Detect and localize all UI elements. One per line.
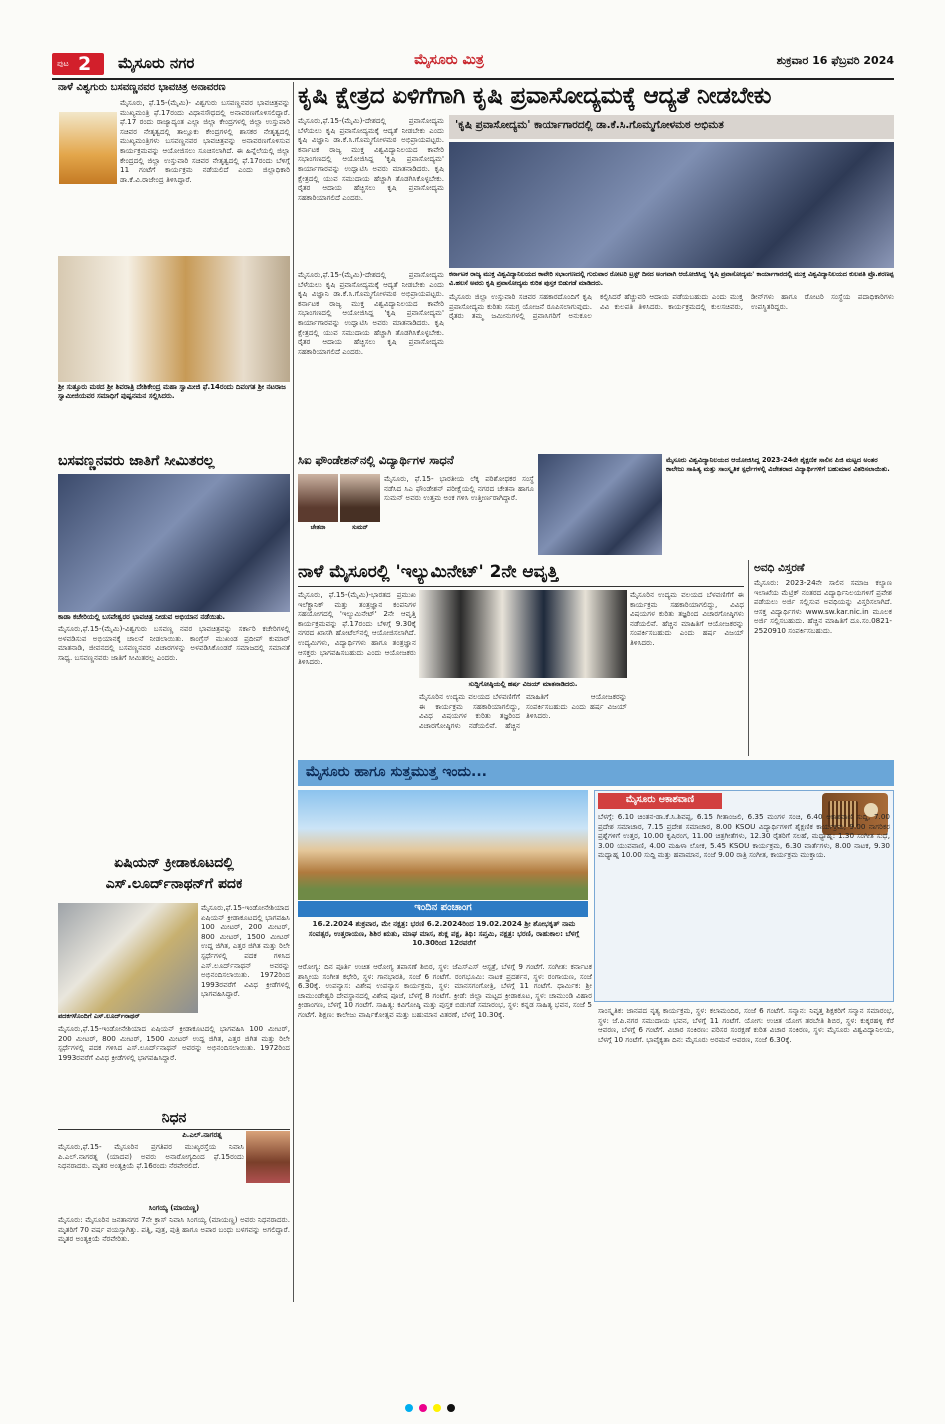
events-listing-right: ಸಾಂಸ್ಕೃತಿಕ: ಜಾನಪದ ನೃತ್ಯ ಕಾರ್ಯಕ್ರಮ, ಸ್ಥಳ: ಕಲಾಮಂದಿರ, ಸಂಜೆ 6 ಗಂಟೆಗೆ. ಸನ್ಮಾನ: ನಿವೃತ್ತ ಶಿಕ್ಷಕರಿಗೆ ಸನ್ಮಾನ ಸಮಾರಂಭ, ಸ್ಥಳ: ಜೆ.ಪಿ.ನಗರ ಸಮುದಾಯ ಭವನ, ಬೆಳಗ್ಗೆ 11 ಗಂಟೆಗೆ. ಯೋಗ: ಉಚಿತ ಯೋಗ ತರಬೇತಿ ಶಿಬಿರ, ಸ್ಥಳ: ಕುಕ್ಕರಹಳ್ಳಿ ಕೆರೆ ಆವರಣ, ಬೆಳಗ್ಗೆ 6 ಗಂಟೆಗೆ. ವಿಚಾರ ಸಂಕಿರಣ: ಪರಿಸರ ಸಂರಕ್ಷಣೆ ಕುರಿತ ವಿಚಾರ ಸಂಕಿರಣ, ಸ್ಥಳ: ಮೈಸೂರು ವಿಶ್ವವಿದ್ಯಾನಿಲಯ, ಬೆಳಗ್ಗೆ 10 ಗಂಟೆಗೆ. ಭಾವೈಕ್ಯತಾ ದಿನ: ಮೈಸೂರು ಅರಮನೆ ಆವರಣ, ಸಂಜೆ 6.30ಕ್ಕೆ. (598, 1006, 894, 1044)
today-headline: ಮೈಸೂರು ಹಾಗೂ ಸುತ್ತಮುತ್ತ ಇಂದು... (306, 764, 487, 780)
panchanga-body: 16.2.2024 ಶುಕ್ರವಾರ, ಮೇ ನಕ್ಷತ್ರ: ಭರಣಿ 6.2.2024ರಿಂದ 19.02.2024 ಶ್ರೀ ಶೋಭಕೃತ್ ನಾಮ ಸಂವತ್ಸರ, ಉತ್ತರಾಯಣ, ಶಿಶಿರ ಋತು, ಮಾಘ ಮಾಸ, ಶುಕ್ಲ ಪಕ್ಷ, ತಿಥಿ: ಸಪ್ತಮಿ, ನಕ್ಷತ್ರ: ಭರಣಿ, ರಾಹುಕಾಲ: ಬೆಳಗ್ಗೆ 10.30ರಿಂದ 12ರವರೆಗೆ (308, 919, 580, 948)
student1-name: ಚೇತನಾ (310, 524, 326, 531)
obituary1-name: ಪಿ.ಎಲ್.ನಾಗರತ್ನ (182, 1131, 222, 1139)
events-listing: ಆರೋಗ್ಯ: ದಿನ ಪೂರ್ತಿ ಉಚಿತ ಆರೋಗ್ಯ ತಪಾಸಣೆ ಶಿಬಿರ, ಸ್ಥಳ: ಜೆಎಸ್‌ಎಸ್ ಆಸ್ಪತ್ರೆ, ಬೆಳಗ್ಗೆ 9 ಗಂಟೆಗೆ. ಸಂಗೀತ: ಕರ್ನಾಟಕ ಶಾಸ್ತ್ರೀಯ ಸಂಗೀತ ಕಛೇರಿ, ಸ್ಥಳ: ಗಾನಭಾರತಿ, ಸಂಜೆ 6 ಗಂಟೆಗೆ. ರಂಗಭೂಮಿ: ನಾಟಕ ಪ್ರದರ್ಶನ, ಸ್ಥಳ: ರಂಗಾಯಣ, ಸಂಜೆ 6.30ಕ್ಕೆ. ಉಪನ್ಯಾಸ: ವಿಶೇಷ ಉಪನ್ಯಾಸ ಕಾರ್ಯಕ್ರಮ, ಸ್ಥಳ: ಮಾನಸಗಂಗೋತ್ರಿ, ಬೆಳಗ್ಗೆ 11 ಗಂಟೆಗೆ. ಧಾರ್ಮಿಕ: ಶ್ರೀ ಚಾಮುಂಡೇಶ್ವರಿ ದೇವಸ್ಥಾನದಲ್ಲಿ ವಿಶೇಷ ಪೂಜೆ, ಬೆಳಗ್ಗೆ 8 ಗಂಟೆಗೆ. ಕ್ರೀಡೆ: ಜಿಲ್ಲಾ ಮಟ್ಟದ ಕ್ರೀಡಾಕೂಟ, ಸ್ಥಳ: ಚಾಮುಂಡಿ ವಿಹಾರ ಕ್ರೀಡಾಂಗಣ, ಬೆಳಗ್ಗೆ 10 ಗಂಟೆಗೆ. ಸಾಹಿತ್ಯ: ಕವಿಗೋಷ್ಠಿ ಮತ್ತು ಪುಸ್ತಕ ಬಿಡುಗಡೆ ಸಮಾರಂಭ, ಸ್ಥಳ: ಕನ್ನಡ ಸಾಹಿತ್ಯ ಭವನ, ಸಂಜೆ 5 ಗಂಟೆಗೆ. ಶಿಕ್ಷಣ: ಕಾಲೇಜು ವಾರ್ಷಿಕೋತ್ಸವ ಮತ್ತು ಬಹುಮಾನ ವಿತರಣೆ, ಬೆಳಗ್ಗೆ 10.30ಕ್ಕೆ. (298, 962, 592, 1019)
basavanna-caste-body: ಮೈಸೂರು,ಫೆ.15-(ಮೈಮಿ)-ವಿಶ್ವಗುರು ಬಸವಣ್ಣ ನವರ ಭಾವಚಿತ್ರವನ್ನು ಸರ್ಕಾರಿ ಕಚೇರಿಗಳಲ್ಲಿ ಅಳವಡಿಸುವ ಅಭಿಯಾನಕ್ಕೆ ಚಾಲನೆ ನೀಡಲಾಯಿತು. ಕಾಂಗ್ರೆಸ್ ಮುಖಂಡ ಪ್ರದೀಪ್ ಕುಮಾರ್ ಮಾತನಾಡಿ, ಜೀವನದಲ್ಲಿ ಬಸವಣ್ಣನವರ ವಿಚಾರಗಳನ್ನು ಅಳವಡಿಸಿಕೊಂಡರೆ ಸಮಾಜದಲ್ಲಿ ಸಮಾನತೆ ಸಾಧ್ಯ. ಬಸವಣ್ಣನವರು ಜಾತಿಗೆ ಸೀಮಿತರಲ್ಲ ಎಂದರು. (58, 624, 290, 662)
issue-date: ಶುಕ್ರವಾರ 16 ಫೆಬ್ರವರಿ 2024 (776, 54, 894, 67)
lead-body-col1-cont: ಮೈಸೂರು,ಫೆ.15-(ಮೈಮಿ)-ದೇಶದಲ್ಲಿ ಪ್ರವಾಸೋದ್ಯಮ ಬೆಳೆಯಲು ಕೃಷಿ ಪ್ರವಾಸೋದ್ಯಮಕ್ಕೆ ಆದ್ಯತೆ ನೀಡಬೇಕು ಎಂದು ಕೃಷಿ ವಿಜ್ಞಾನಿ ಡಾ.ಕೆ.ಸಿ.ಗೊಮ್ಮಗೋಳಮಠ ಅಭಿಪ್ರಾಯಪಟ್ಟರು. ಕರ್ನಾಟಕ ರಾಜ್ಯ ಮುಕ್ತ ವಿಶ್ವವಿದ್ಯಾನಿಲಯದ ಕಾವೇರಿ ಸಭಾಂಗಣದಲ್ಲಿ ಆಯೋಜಿಸಿದ್ದ 'ಕೃಷಿ ಪ್ರವಾಸೋದ್ಯಮ' ಕಾರ್ಯಾಗಾರವನ್ನು ಉದ್ಘಾಟಿಸಿ ಅವರು ಮಾತನಾಡಿದರು. ಕೃಷಿ ಕ್ಷೇತ್ರದಲ್ಲಿ ಯುವ ಸಮುದಾಯ ಹೆಚ್ಚಾಗಿ ತೊಡಗಿಸಿಕೊಳ್ಳಬೇಕು. ರೈತರ ಆದಾಯ ಹೆಚ್ಚಿಸಲು ಕೃಷಿ ಪ್ರವಾಸೋದ್ಯಮ ಸಹಕಾರಿಯಾಗಲಿದೆ ಎಂದರು. (298, 270, 444, 356)
lourdnathan-medals-photo (58, 903, 198, 1013)
paper-name: ಮೈಸೂರು ಮಿತ್ರ (414, 52, 484, 68)
illuminate-photo-caption: ಸುದ್ದಿಗೋಷ್ಠಿಯಲ್ಲಿ ಹರ್ಷ ವಿಜಯ್ ಮಾತನಾಡಿದರು. (468, 680, 578, 688)
page-label: ಪುಟ (57, 59, 69, 68)
section-title: ಮೈಸೂರು ನಗರ (118, 54, 195, 72)
asian-games-headline-line2: ಎಸ್.ಲೂರ್ದ್‌ನಾಥನ್‌ಗೆ ಪದಕ (105, 876, 243, 892)
mysore-palace-photo (298, 790, 588, 900)
illuminate-press-photo (419, 590, 627, 678)
ca-foundation-headline: ಸಿಐ ಫೌಂಡೇಶನ್‌ನಲ್ಲಿ ವಿದ್ಯಾರ್ಥಿಗಳ ಸಾಧನೆ (298, 453, 454, 467)
illuminate-body2: ಮೈಸೂರಿನ ಉದ್ಯಮ ವಲಯದ ಬೆಳವಣಿಗೆಗೆ ಈ ಕಾರ್ಯಕ್ರಮ ಸಹಕಾರಿಯಾಗಲಿದ್ದು, ವಿವಿಧ ವಿಷಯಗಳ ಕುರಿತು ತಜ್ಞರಿಂದ ವಿಚಾರಗೋಷ್ಠಿಗಳು ನಡೆಯಲಿವೆ. ಹೆಚ್ಚಿನ ಮಾಹಿತಿಗೆ ಆಯೋಜಕರನ್ನು ಸಂಪರ್ಕಿಸಬಹುದು ಎಂದು ಹರ್ಷ ವಿಜಯ್ ತಿಳಿಸಿದರು. (419, 692, 627, 730)
student2-photo (340, 474, 380, 522)
registration-marks (405, 1404, 545, 1414)
asian-games-headline-line1: ಏಷಿಯನ್ ಕ್ರೀಡಾಕೂಟದಲ್ಲಿ (114, 855, 234, 871)
column-divider (293, 82, 294, 1302)
illuminate-body: ಮೈಸೂರು, ಫೆ.15-(ಮೈಮಿ)-ಭಾರತದ ಪ್ರಮುಖ ಇಲೆಕ್ಟ್ರಾನಿಕ್ ಮತ್ತು ತಂತ್ರಜ್ಞಾನ ಕಂಪನಿಗಳ ಸಹಯೋಗದಲ್ಲಿ 'ಇಲ್ಯುಮಿನೇಟ್' 2ನೇ ಆವೃತ್ತಿ ಕಾರ್ಯಕ್ರಮವನ್ನು ಫೆ.17ರಂದು ಬೆಳಿಗ್ಗೆ 9.30ಕ್ಕೆ ನಗರದ ಖಾಸಗಿ ಹೋಟೆಲ್‌ನಲ್ಲಿ ಆಯೋಜಿಸಲಾಗಿದೆ. ಉದ್ಯಮಿಗಳು, ವಿದ್ಯಾರ್ಥಿಗಳು ಹಾಗೂ ತಂತ್ರಜ್ಞಾನ ಆಸಕ್ತರು ಭಾಗವಹಿಸಬಹುದು ಎಂದು ಆಯೋಜಕರು ತಿಳಿಸಿದರು. (298, 590, 416, 667)
obituary-rule (58, 1129, 290, 1130)
ca-foundation-body: ಮೈಸೂರು, ಫೆ.15- ಭಾರತೀಯ ಲೆಕ್ಕ ಪರಿಶೋಧಕರ ಸಂಸ್ಥೆ ನಡೆಸಿದ ಸಿಎ ಫೌಂಡೇಶನ್ ಪರೀಕ್ಷೆಯಲ್ಲಿ ನಗರದ ಚೇತನಾ ಹಾಗೂ ಸುಮನ್ ಅವರು ಉತ್ತಮ ಅಂಕ ಗಳಿಸಿ ಉತ್ತೀರ್ಣರಾಗಿದ್ದಾರೆ. (384, 474, 534, 503)
lead-subheadline: 'ಕೃಷಿ ಪ್ರವಾಸೋದ್ಯಮ' ಕಾರ್ಯಾಗಾರದಲ್ಲಿ ಡಾ.ಕೆ.ಸಿ.ಗೊಮ್ಮಗೋಳಮಠ ಅಭಿಮತ (455, 119, 724, 131)
lead-photo-caption: ಕರ್ನಾಟಕ ರಾಜ್ಯ ಮುಕ್ತ ವಿಶ್ವವಿದ್ಯಾನಿಲಯದ ಕಾವೇರಿ ಸಭಾಂಗಣದಲ್ಲಿ ಗುರುವಾರ ರೋಟರಿ ಟ್ರಸ್ಟ್ ದಿನದ ಅಂಗವಾಗಿ ಆಯೋಜಿಸಿದ್ದ 'ಕೃಷಿ ಪ್ರವಾಸೋದ್ಯಮ' ಕಾರ್ಯಾಗಾರದಲ್ಲಿ ಮುಕ್ತ ವಿಶ್ವವಿದ್ಯಾನಿಲಯದ ಕುಲಪತಿ ಪ್ರೊ.ಶರಣಪ್ಪ ವಿ.ಹಲಸೆ ಅವರು ಕೃಷಿ ಪ್ರವಾಸೋದ್ಯಮ ಕುರಿತ ಪುಸ್ತಕ ಬಿಡುಗಡೆ ಮಾಡಿದರು. (449, 270, 894, 287)
illuminate-rule (298, 586, 744, 587)
obituary2-name: ಸಿಂಗಯ್ಯ (ಮಾಯಣ್ಣ) (148, 1204, 200, 1212)
radio-schedule: ಬೆಳಗ್ಗೆ: 6.10 ಚಿಂತನ-ಡಾ.ಕೆ.ಸಿ.ಶಿವಪ್ಪ, 6.15 ಗೀತಾಂಜಲಿ, 6.35 ಮಂಗಳ ಸಂಚಿ, 6.40 ಆಕಾಶವಾಣಿ ಸುದ್ದಿ, 7.00 ಪ್ರದೇಶ ಸಮಾಚಾರ, 7.15 ಪ್ರದೇಶ ಸಮಾಚಾರ, 8.00 KSOU ವಿದ್ಯಾರ್ಥಿಗಳಿಗೆ ಶೈಕ್ಷಣಿಕ ಕಾರ್ಯಕ್ರಮ, 9.00 ನಾಗರಿಕರ ಪ್ರಶ್ನೆಗಳಿಗೆ ಉತ್ತರ, 10.00 ಕೃಷಿರಂಗ, 11.00 ಚಿತ್ರಗೀತೆಗಳು, 12.30 ರೈತರಿಗೆ ಸಲಹೆ, ಮಧ್ಯಾಹ್ನ: 1.30 ಸಂಗೀತ ಸುಧೆ, 3.00 ಯುವವಾಣಿ, 4.00 ಮಹಿಳಾ ಲೋಕ, 5.45 KSOU ಕಾರ್ಯಕ್ರಮ, 6.30 ವಾರ್ತೆಗಳು, 8.00 ನಾಟಕ, 9.30 ಮಧ್ಯಾಹ್ನ 10.00 ಸುದ್ದಿ ಮತ್ತು ಹವಾಮಾನ, ಸಂಜೆ 9.00 ರಾತ್ರಿ ಸಂಗೀತ, ಕಾರ್ಯಕ್ರಮ ಮುಕ್ತಾಯ. (598, 812, 890, 860)
lourdnathan-caption: ಪದಕಗಳೊಂದಿಗೆ ಎಸ್.ಲೂರ್ದ್‌ನಾಥನ್ (58, 1012, 140, 1020)
radio-title: ಮೈಸೂರು ಆಕಾಶವಾಣಿ (625, 794, 695, 805)
award-ceremony-caption: ಮೈಸೂರು ವಿಶ್ವವಿದ್ಯಾನಿಲಯದ ಆಯೋಜಿಸಿದ್ದ 2023-24ನೇ ಶೈಕ್ಷಣಿಕ ಸಾಲಿನ ಪಿಜಿ ಮಟ್ಟದ ಅಂತರ ಕಾಲೇಜು ಸಾಹಿತ್ಯ ಮತ್ತು ಸಾಂಸ್ಕೃತಿಕ ಸ್ಪರ್ಧೆಗಳಲ್ಲಿ ವಿಜೇತರಾದ ವಿದ್ಯಾರ್ಥಿಗಳಿಗೆ ಬಹುಮಾನ ವಿತರಿಸಲಾಯಿತು. (666, 456, 890, 473)
panchanga-title: ಇಂದಿನ ಪಂಚಾಂಗ (414, 902, 472, 913)
lead-body-col1: ಮೈಸೂರು,ಫೆ.15-(ಮೈಮಿ)-ದೇಶದಲ್ಲಿ ಪ್ರವಾಸೋದ್ಯಮ ಬೆಳೆಯಲು ಕೃಷಿ ಪ್ರವಾಸೋದ್ಯಮಕ್ಕೆ ಆದ್ಯತೆ ನೀಡಬೇಕು ಎಂದು ಕೃಷಿ ವಿಜ್ಞಾನಿ ಡಾ.ಕೆ.ಸಿ.ಗೊಮ್ಮಗೋಳಮಠ ಅಭಿಪ್ರಾಯಪಟ್ಟರು. ಕರ್ನಾಟಕ ರಾಜ್ಯ ಮುಕ್ತ ವಿಶ್ವವಿದ್ಯಾನಿಲಯದ ಕಾವೇರಿ ಸಭಾಂಗಣದಲ್ಲಿ ಆಯೋಜಿಸಿದ್ದ 'ಕೃಷಿ ಪ್ರವಾಸೋದ್ಯಮ' ಕಾರ್ಯಾಗಾರವನ್ನು ಉದ್ಘಾಟಿಸಿ ಅವರು ಮಾತನಾಡಿದರು. ಕೃಷಿ ಕ್ಷೇತ್ರದಲ್ಲಿ ಯುವ ಸಮುದಾಯ ಹೆಚ್ಚಾಗಿ ತೊಡಗಿಸಿಕೊಳ್ಳಬೇಕು. ರೈತರ ಆದಾಯ ಹೆಚ್ಚಿಸಲು ಕೃಷಿ ಪ್ರವಾಸೋದ್ಯಮ ಸಹಕಾರಿಯಾಗಲಿದೆ ಎಂದರು. (298, 116, 444, 202)
obituary1-body: ಮೈಸೂರು,ಫೆ.15- ಮೈಸೂರಿನ ಪ್ರಗತಿಪರ ಮುಖ್ಯರಸ್ತೆಯ ನಿವಾಸಿ ಪಿ.ಎಲ್.ನಾಗರತ್ನ (ಯಾದವ) ಅವರು ಅನಾರೋಗ್ಯದಿಂದ ಫೆ.15ರಂದು ನಿಧನರಾದರು. ಮೃತರ ಅಂತ್ಯಕ್ರಿಯೆ ಫೆ.16ರಂದು ನೆರವೇರಲಿದೆ. (58, 1142, 244, 1171)
page-number: 2 (78, 53, 92, 75)
obituary-headline: ನಿಧನ (161, 1110, 187, 1126)
deadline-body: ಮೈಸೂರು: 2023-24ನೇ ಸಾಲಿನ ಸಮಾಜ ಕಲ್ಯಾಣ ಇಲಾಖೆಯ ಮೆಟ್ರಿಕ್ ನಂತರದ ವಿದ್ಯಾರ್ಥಿನಿಲಯಗಳಿಗೆ ಪ್ರವೇಶ ಪಡೆಯಲು ಅರ್ಜಿ ಸಲ್ಲಿಸುವ ಅವಧಿಯನ್ನು ವಿಸ್ತರಿಸಲಾಗಿದೆ. ಆಸಕ್ತ ವಿದ್ಯಾರ್ಥಿಗಳು www.sw.kar.nic.in ಮೂಲಕ ಅರ್ಜಿ ಸಲ್ಲಿಸಬಹುದು. ಹೆಚ್ಚಿನ ಮಾಹಿತಿಗೆ ದೂ.ಸಂ.0821-2520910 ಸಂಪರ್ಕಿಸಬಹುದು. (754, 578, 892, 635)
illuminate-headline: ನಾಳೆ ಮೈಸೂರಲ್ಲಿ 'ಇಲ್ಯುಮಿನೇಟ್' 2ನೇ ಆವೃತ್ತಿ (298, 562, 559, 582)
lead-book-release-photo (449, 142, 894, 268)
asian-games-body-side: ಮೈಸೂರು,ಫೆ.15-ಇಂಡೋನೇಶಿಯಾದ ಏಷಿಯನ್ ಕ್ರೀಡಾಕೂಟದಲ್ಲಿ ಭಾಗವಹಿಸಿ 100 ಮೀಟರ್, 200 ಮೀಟರ್, 800 ಮೀಟರ್, 1500 ಮೀಟರ್ ಉದ್ದ ಜಿಗಿತ, ಎತ್ತರ ಜಿಗಿತ ಮತ್ತು ರಿಲೇ ಸ್ಪರ್ಧೆಗಳಲ್ಲಿ ಪದಕ ಗಳಿಸಿದ ಎಸ್.ಲೂರ್ದ್‌ನಾಥನ್ ಅವರನ್ನು ಅಭಿನಂದಿಸಲಾಯಿತು. 1972ರಿಂದ 1993ರವರೆಗೆ ವಿವಿಧ ಕ್ರೀಡೆಗಳಲ್ಲಿ ಭಾಗವಹಿಸಿದ್ದಾರೆ. (201, 903, 290, 999)
lead-headline: ಕೃಷಿ ಕ್ಷೇತ್ರದ ಏಳಿಗೆಗಾಗಿ ಕೃಷಿ ಪ್ರವಾಸೋದ್ಯಮಕ್ಕೆ ಆದ್ಯತೆ ನೀಡಬೇಕು (298, 83, 772, 109)
asian-games-body: ಮೈಸೂರು,ಫೆ.15-ಇಂಡೋನೇಶಿಯಾದ ಏಷಿಯನ್ ಕ್ರೀಡಾಕೂಟದಲ್ಲಿ ಭಾಗವಹಿಸಿ 100 ಮೀಟರ್, 200 ಮೀಟರ್, 800 ಮೀಟರ್, 1500 ಮೀಟರ್ ಉದ್ದ ಜಿಗಿತ, ಎತ್ತರ ಜಿಗಿತ ಮತ್ತು ರಿಲೇ ಸ್ಪರ್ಧೆಗಳಲ್ಲಿ ಪದಕ ಗಳಿಸಿದ ಎಸ್.ಲೂರ್ದ್‌ನಾಥನ್ ಅವರನ್ನು ಅಭಿನಂದಿಸಲಾಯಿತು. 1972ರಿಂದ 1993ರವರೆಗೆ ವಿವಿಧ ಕ್ರೀಡೆಗಳಲ್ಲಿ ಭಾಗವಹಿಸಿದ್ದಾರೆ. (58, 1024, 290, 1062)
page-number-badge (52, 53, 104, 75)
basavanna-unveil-body: ಮೈಸೂರು, ಫೆ.15-(ಮೈಮಿ)- ವಿಶ್ವಗುರು ಬಸವಣ್ಣನವರ ಭಾವಚಿತ್ರವನ್ನು ಮುಖ್ಯಮಂತ್ರಿ ಫೆ.17ರಂದು ವಿಧಾನಸೌಧದಲ್ಲಿ ಅನಾವರಣಗೊಳಿಸಲಿದ್ದಾರೆ. ಫೆ.17 ರಂದು ರಾಜ್ಯಾದ್ಯಂತ ಎಲ್ಲಾ ಜಿಲ್ಲಾ ಕೇಂದ್ರಗಳಲ್ಲಿ ಜಿಲ್ಲಾ ಉಸ್ತುವಾರಿ ಸಚಿವರ ನೇತೃತ್ವದಲ್ಲಿ ತಾಲ್ಲೂಕು ಕೇಂದ್ರಗಳಲ್ಲಿ ಶಾಸಕರ ನೇತೃತ್ವದಲ್ಲಿ ಮುಖ್ಯಮಂತ್ರಿಗಳು ಬಸವಣ್ಣನವರ ಭಾವಚಿತ್ರವನ್ನು ಅನಾವರಣಗೊಳಿಸುವ ಕಾರ್ಯಕ್ರಮವನ್ನು ಆಯೋಜಿಸಲು ಸೂಚಿಸಲಾಗಿದೆ. ಈ ಹಿನ್ನೆಲೆಯಲ್ಲಿ ಜಿಲ್ಲಾ ಕೇಂದ್ರದಲ್ಲಿ ಜಿಲ್ಲಾ ಉಸ್ತುವಾರಿ ಸಚಿವರ ನೇತೃತ್ವದಲ್ಲಿ ಫೆ.17ರಂದು ಬೆಳಿಗ್ಗೆ 11 ಗಂಟೆಗೆ ಕಾರ್ಯಕ್ರಮ ನಡೆಯಲಿದೆ ಎಂದು ಜಿಲ್ಲಾಧಿಕಾರಿ ಡಾ.ಕೆ.ವಿ.ರಾಜೇಂದ್ರ ತಿಳಿಸಿದ್ದಾರೆ. (120, 98, 290, 184)
kada-office-caption: ಕಾಡಾ ಕಚೇರಿಯಲ್ಲಿ ಬಸವೇಶ್ವರರ ಭಾವಚಿತ್ರ ನೀಡುವ ಅಭಿಯಾನ ನಡೆಯಿತು. (58, 613, 226, 621)
award-ceremony-photo (538, 454, 662, 555)
basavanna-portrait-photo (59, 112, 117, 184)
lead-body-col2: ಮೈಸೂರು ಜಿಲ್ಲಾ ಉಸ್ತುವಾರಿ ಸಚಿವರ ಸಹಕಾರದೊಂದಿಗೆ ಕೃಷಿ ಪ್ರವಾಸೋದ್ಯಮ ಕುರಿತು ಸಮಗ್ರ ಯೋಜನೆ ರೂಪಿಸಲಾಗುವುದು. ರೈತರು ತಮ್ಮ ಜಮೀನುಗಳಲ್ಲಿ ಪ್ರವಾಸಿಗರಿಗೆ ಅನುಕೂಲ ಕಲ್ಪಿಸಿದರೆ ಹೆಚ್ಚುವರಿ ಆದಾಯ ಪಡೆಯಬಹುದು ಎಂದು ಮುಕ್ತ ವಿವಿ ಕುಲಪತಿ ತಿಳಿಸಿದರು. ಕಾರ್ಯಕ್ರಮದಲ್ಲಿ ಕುಲಸಚಿವರು, ಡೀನ್‌ಗಳು ಹಾಗೂ ರೋಟರಿ ಸಂಸ್ಥೆಯ ಪದಾಧಿಕಾರಿಗಳು ಉಪಸ್ಥಿತರಿದ್ದರು. (449, 292, 894, 321)
obituary1-photo (246, 1131, 290, 1183)
kada-office-photo (58, 474, 290, 612)
student1-photo (298, 474, 338, 522)
obituary2-body: ಮೈಸೂರು: ಮೈಸೂರಿನ ಜನತಾನಗರ 7ನೇ ಕ್ರಾಸ್ ನಿವಾಸಿ ಸಿಂಗಯ್ಯ (ಮಾಯಣ್ಣ) ಅವರು ನಿಧನರಾದರು. ಮೃತರಿಗೆ 70 ವರ್ಷ ವಯಸ್ಸಾಗಿತ್ತು. ಪತ್ನಿ, ಪುತ್ರ, ಪುತ್ರಿ ಹಾಗೂ ಅಪಾರ ಬಂಧು ಬಳಗವನ್ನು ಅಗಲಿದ್ದಾರೆ. ಮೃತರ ಅಂತ್ಯಕ್ರಿಯೆ ನೆರವೇರಿತು. (58, 1215, 290, 1244)
illuminate-body3: ಮೈಸೂರಿನ ಉದ್ಯಮ ವಲಯದ ಬೆಳವಣಿಗೆಗೆ ಈ ಕಾರ್ಯಕ್ರಮ ಸಹಕಾರಿಯಾಗಲಿದ್ದು, ವಿವಿಧ ವಿಷಯಗಳ ಕುರಿತು ತಜ್ಞರಿಂದ ವಿಚಾರಗೋಷ್ಠಿಗಳು ನಡೆಯಲಿವೆ. ಹೆಚ್ಚಿನ ಮಾಹಿತಿಗೆ ಆಯೋಜಕರನ್ನು ಸಂಪರ್ಕಿಸಬಹುದು ಎಂದು ಹರ್ಷ ವಿಜಯ್ ತಿಳಿಸಿದರು. (630, 590, 744, 647)
basavanna-unveil-headline: ನಾಳೆ ವಿಶ್ವಗುರು ಬಸವಣ್ಣನವರ ಭಾವಚಿತ್ರ ಅನಾವರಣ (58, 82, 226, 93)
student2-name: ಸುಮನ್ (351, 524, 369, 531)
basavanna-caste-headline: ಬಸವಣ್ಣನವರು ಜಾತಿಗೆ ಸೀಮಿತರಲ್ಲ (58, 453, 215, 469)
swamiji-meeting-photo (58, 256, 290, 382)
deadline-headline: ಅವಧಿ ವಿಸ್ತರಣೆ (754, 562, 805, 574)
swamiji-meeting-caption: ಶ್ರೀ ಸುತ್ತೂರು ಮಠದ ಶ್ರೀ ಶಿವರಾತ್ರಿ ದೇಶಿಕೇಂದ್ರ ಮಹಾ ಸ್ವಾಮೀಜಿ ಫೆ.14ರಂದು ದಿವಂಗತ ಶ್ರೀ ನಟರಾಜ ಸ್ವಾಮೀಜಿಯವರ ಸಮಾಧಿಗೆ ಪುಷ್ಪನಮನ ಸಲ್ಲಿಸಿದರು. (58, 383, 286, 400)
